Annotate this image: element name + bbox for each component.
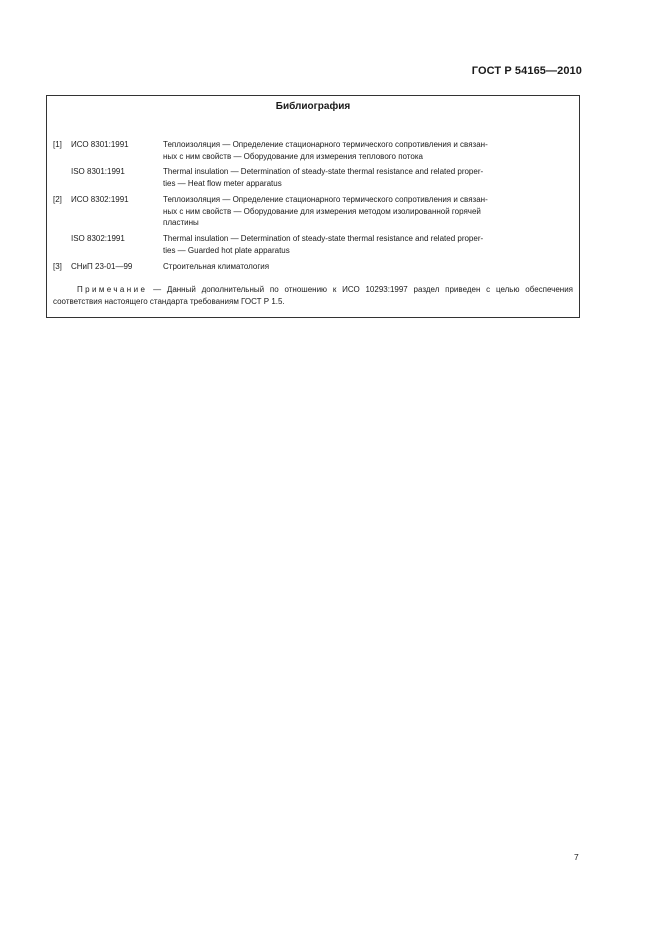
entry-code: ИСО 8302:1991 [71, 195, 129, 204]
entry-number: [1] [53, 140, 62, 149]
entry-code: ISO 8302:1991 [71, 234, 125, 243]
entry-code: ISO 8301:1991 [71, 167, 125, 176]
entry-description [163, 166, 573, 189]
entry-description [163, 233, 573, 256]
entry-code: СНиП 23-01—99 [71, 262, 133, 271]
note-text: — Данный дополнительный по отношению к ИСО 10293:1997 раздел приведен с целью обеспечения соответствия настоящего стандарта требованиям ГОСТ Р 1.5. [53, 285, 573, 306]
note-label: Примечание [77, 285, 148, 294]
bibliography-title: Библиография [275, 101, 351, 112]
entry-line: ties — Heat flow meter apparatus [163, 178, 282, 188]
entry-number: [3] [53, 262, 62, 271]
entry-description [163, 261, 573, 273]
entry-description [163, 194, 573, 229]
bibliography-frame [46, 95, 580, 318]
entry-line: Thermal insulation — Determination of steady-state thermal resistance and related proper- [163, 234, 484, 243]
bibliography-note [53, 284, 573, 307]
page-number: 7 [574, 852, 579, 862]
entry-line: Теплоизоляция — Определение стационарного термического сопротивления и связан- [163, 195, 488, 204]
entry-number: [2] [53, 195, 62, 204]
document-code: ГОСТ Р 54165—2010 [471, 65, 582, 77]
entry-line: пластины [163, 218, 199, 227]
entry-line: Строительная климатология [163, 262, 270, 271]
entry-line: Теплоизоляция — Определение стационарного термического сопротивления и связан- [163, 140, 488, 149]
entry-line: ties — Guarded hot plate apparatus [163, 245, 290, 255]
entry-code: ИСО 8301:1991 [71, 140, 129, 149]
entry-line: ных с ним свойств — Оборудование для измерения теплового потока [163, 151, 423, 161]
entry-line: ных с ним свойств — Оборудование для измерения методом изолированной горячей [163, 206, 481, 216]
entry-line: Thermal insulation — Determination of steady-state thermal resistance and related proper- [163, 167, 484, 176]
entry-description [163, 139, 573, 162]
